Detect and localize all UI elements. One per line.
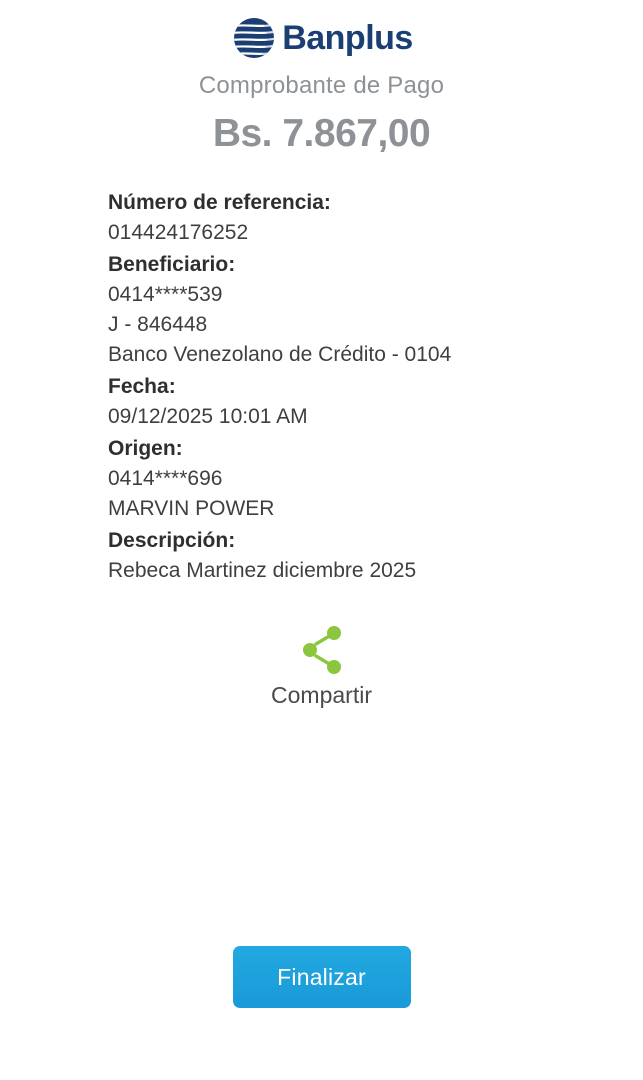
- brand-name: Banplus: [282, 19, 413, 57]
- value-origin-phone: 0414****696: [108, 467, 223, 490]
- label-beneficiary: Beneficiario:: [108, 253, 236, 276]
- share-button[interactable]: [271, 624, 372, 709]
- value-description: Rebeca Martinez diciembre 2025: [108, 559, 417, 582]
- label-origin: Origen:: [108, 437, 183, 460]
- page-subtitle: Comprobante de Pago: [198, 72, 445, 99]
- value-reference: 014424176252: [108, 221, 249, 244]
- value-date: 09/12/2025 10:01 AM: [108, 405, 308, 428]
- banplus-logo-icon: [230, 14, 278, 62]
- footer-actions: [0, 946, 643, 1008]
- label-description: Descripción:: [108, 529, 236, 552]
- value-beneficiary-id: J - 846448: [108, 313, 208, 336]
- value-beneficiary-bank: Banco Venezolano de Crédito - 0104: [108, 343, 452, 366]
- label-date: Fecha:: [108, 375, 176, 398]
- amount-total: Bs. 7.867,00: [212, 112, 431, 155]
- share-label: Compartir: [271, 682, 372, 708]
- brand-header: [230, 14, 413, 62]
- label-reference: Número de referencia:: [108, 191, 331, 214]
- value-beneficiary-phone: 0414****539: [108, 283, 223, 306]
- finish-button[interactable]: Finalizar: [233, 946, 411, 1008]
- share-nodes-icon[interactable]: [294, 624, 350, 676]
- receipt-details: [0, 186, 643, 586]
- value-origin-name: MARVIN POWER: [108, 497, 275, 520]
